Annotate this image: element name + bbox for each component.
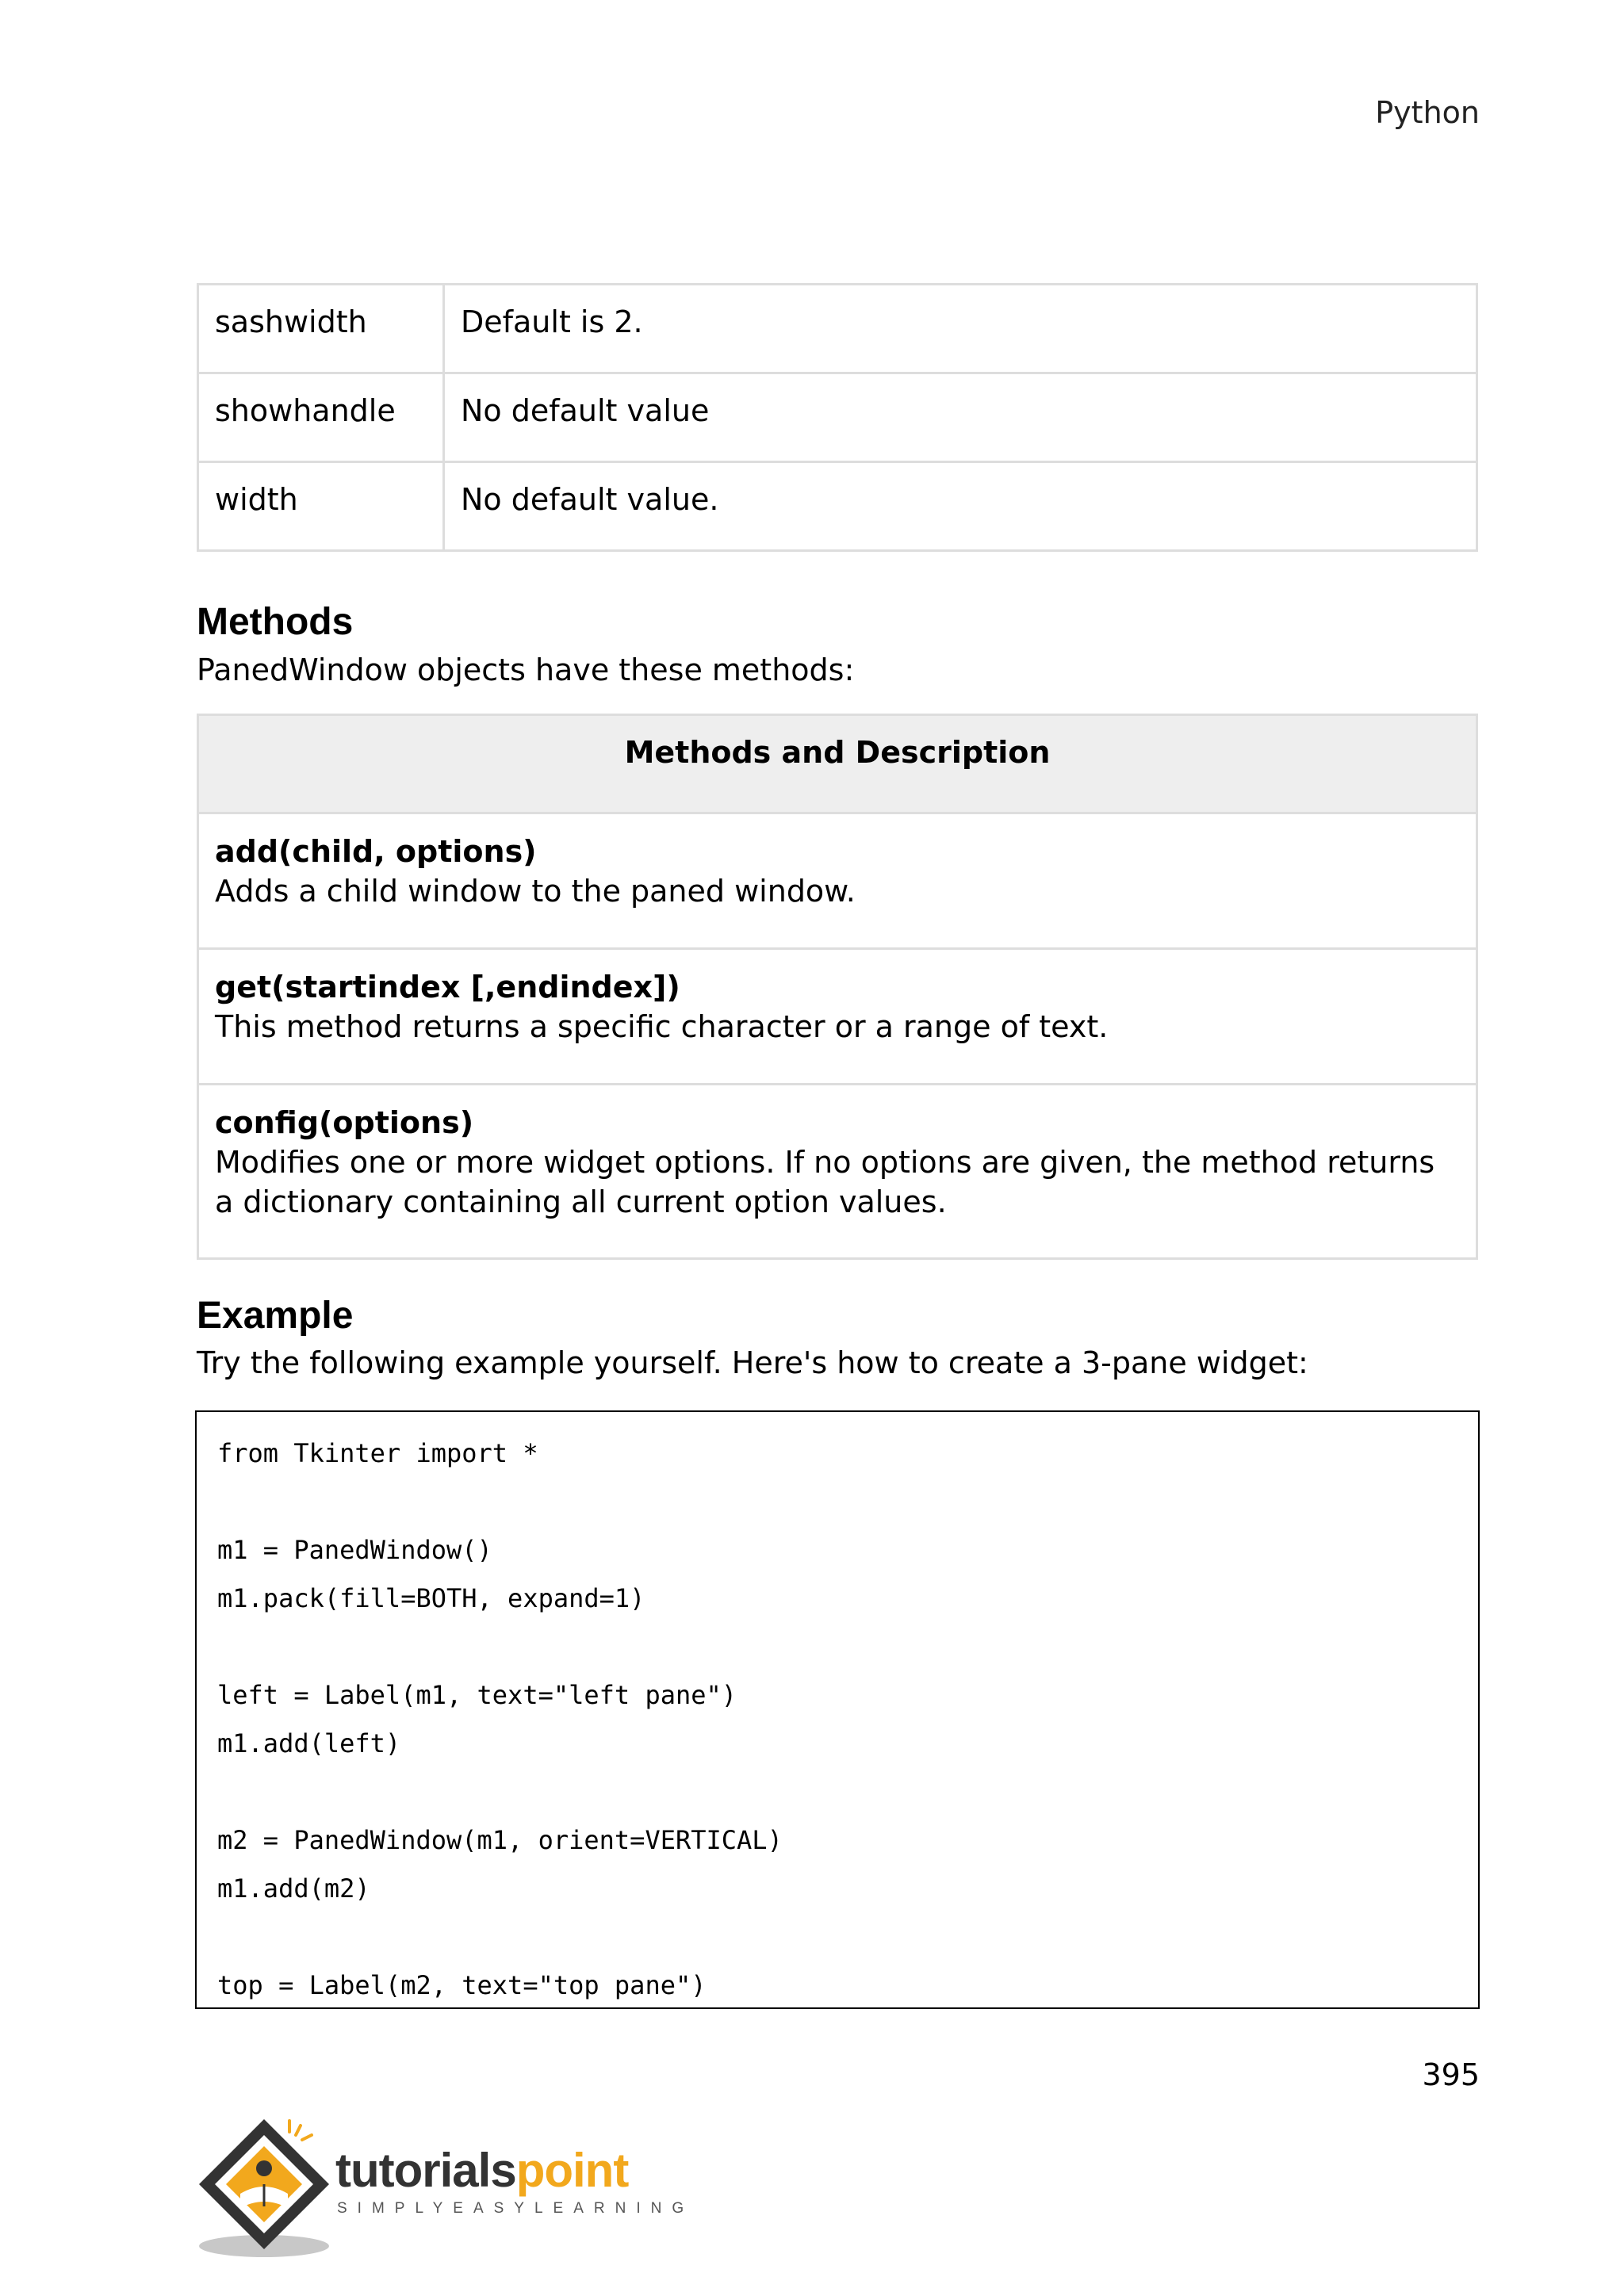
option-name: showhandle bbox=[198, 373, 444, 462]
code-line bbox=[217, 1623, 1478, 1671]
table-header: Methods and Description bbox=[198, 715, 1477, 813]
tutorialspoint-logo bbox=[194, 2111, 695, 2262]
options-table bbox=[197, 283, 1478, 552]
methods-table bbox=[197, 714, 1478, 1260]
method-cell bbox=[198, 949, 1477, 1085]
option-name: sashwidth bbox=[198, 285, 444, 373]
table-row bbox=[198, 373, 1477, 462]
method-cell bbox=[198, 813, 1477, 949]
code-line bbox=[217, 1478, 1478, 1526]
table-row bbox=[198, 1085, 1477, 1259]
logo-word-tutorials: tutorials bbox=[335, 2144, 516, 2197]
running-header: Python bbox=[1375, 95, 1480, 130]
logo-word-point: point bbox=[515, 2144, 629, 2197]
methods-heading: Methods bbox=[197, 601, 354, 643]
code-line: m1 = PanedWindow() bbox=[217, 1535, 492, 1565]
option-value: No default value. bbox=[444, 462, 1477, 551]
code-line: m2 = PanedWindow(m1, orient=VERTICAL) bbox=[217, 1825, 783, 1855]
table-row bbox=[198, 462, 1477, 551]
logo-wordmark bbox=[335, 2143, 628, 2198]
table-header-row bbox=[198, 715, 1477, 813]
method-description: Modifies one or more widget options. If no options are given, the method returns a dictionary containing all current option values. bbox=[215, 1145, 1435, 1219]
method-signature: get(startindex [,endindex]) bbox=[215, 970, 680, 1004]
example-heading: Example bbox=[197, 1295, 354, 1337]
code-line: m1.add(left) bbox=[217, 1728, 401, 1758]
option-value: Default is 2. bbox=[444, 285, 1477, 373]
method-signature: add(child, options) bbox=[215, 834, 537, 869]
code-line bbox=[217, 1768, 1478, 1816]
methods-intro: PanedWindow objects have these methods: bbox=[197, 652, 855, 687]
code-line: m1.add(m2) bbox=[217, 1873, 370, 1904]
page-number: 395 bbox=[1422, 2057, 1480, 2092]
table-row bbox=[198, 949, 1477, 1085]
code-line: left = Label(m1, text="left pane") bbox=[217, 1680, 737, 1710]
code-line bbox=[217, 1913, 1478, 1961]
logo-emblem-icon bbox=[194, 2111, 337, 2262]
code-line: m1.pack(fill=BOTH, expand=1) bbox=[217, 1583, 645, 1613]
code-line: from Tkinter import * bbox=[217, 1438, 538, 1468]
example-intro: Try the following example yourself. Here's how to create a 3-pane widget: bbox=[197, 1345, 1308, 1380]
method-signature: config(options) bbox=[215, 1105, 474, 1140]
option-value: No default value bbox=[444, 373, 1477, 462]
table-row bbox=[198, 813, 1477, 949]
method-cell bbox=[198, 1085, 1477, 1259]
method-description: Adds a child window to the paned window. bbox=[215, 874, 856, 909]
logo-tagline: SIMPLYEASYLEARNING bbox=[337, 2200, 695, 2217]
code-line: top = Label(m2, text="top pane") bbox=[217, 1970, 707, 2000]
code-block bbox=[195, 1410, 1480, 2009]
method-description: This method returns a specific character or a range of text. bbox=[215, 1009, 1109, 1044]
option-name: width bbox=[198, 462, 444, 551]
table-row bbox=[198, 285, 1477, 373]
